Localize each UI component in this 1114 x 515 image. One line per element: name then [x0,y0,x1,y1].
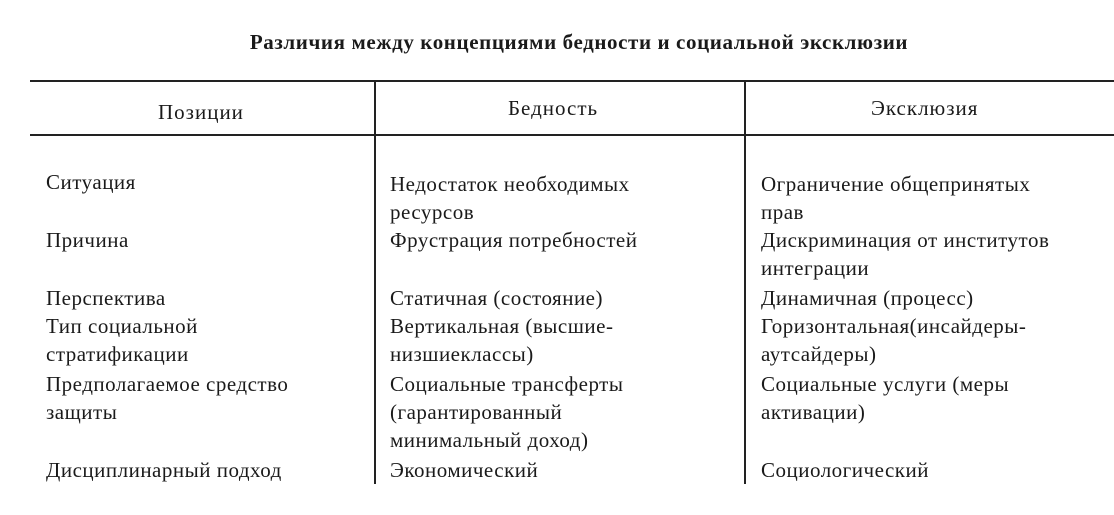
table-title: Различия между концепциями бедности и социальной эксклюзии [249,30,909,54]
table-cell-poverty: Вертикальная (высшие- низшиеклассы) [390,314,614,366]
table-cell-position: Причина [46,228,129,252]
header-bottom-rule [30,134,1114,136]
table-cell-poverty: Фрустрация потребностей [390,228,638,252]
column-divider-1 [374,81,376,484]
table-cell-position: Предполагаемое средство защиты [46,372,289,424]
table-cell-poverty: Социальные трансферты (гарантированный минимальный доход) [390,372,624,452]
table-cell-position: Перспектива [46,286,166,310]
table-cell-poverty: Экономический [390,458,539,482]
column-header-positions: Позиции [158,100,244,124]
table-cell-position: Ситуация [46,170,136,194]
table-cell-exclusion: Социологический [761,458,929,482]
table-top-rule [30,80,1114,82]
column-divider-2 [744,81,746,484]
table-cell-position: Дисциплинарный подход [46,458,282,482]
table-cell-position: Тип социальной стратификации [46,314,198,366]
table-cell-exclusion: Динамичная (процесс) [761,286,974,310]
table-cell-exclusion: Горизонтальная(инсайдеры- аутсайдеры) [761,314,1027,366]
table-cell-exclusion: Дискриминация от институтов интеграции [761,228,1050,280]
table-cell-poverty: Недостаток необходимых ресурсов [390,172,630,224]
table-cell-exclusion: Ограничение общепринятых прав [761,172,1031,224]
table-cell-exclusion: Социальные услуги (меры активации) [761,372,1010,424]
column-header-exclusion: Эксклюзия [871,96,979,120]
table-cell-poverty: Статичная (состояние) [390,286,603,310]
column-header-poverty: Бедность [508,96,599,120]
